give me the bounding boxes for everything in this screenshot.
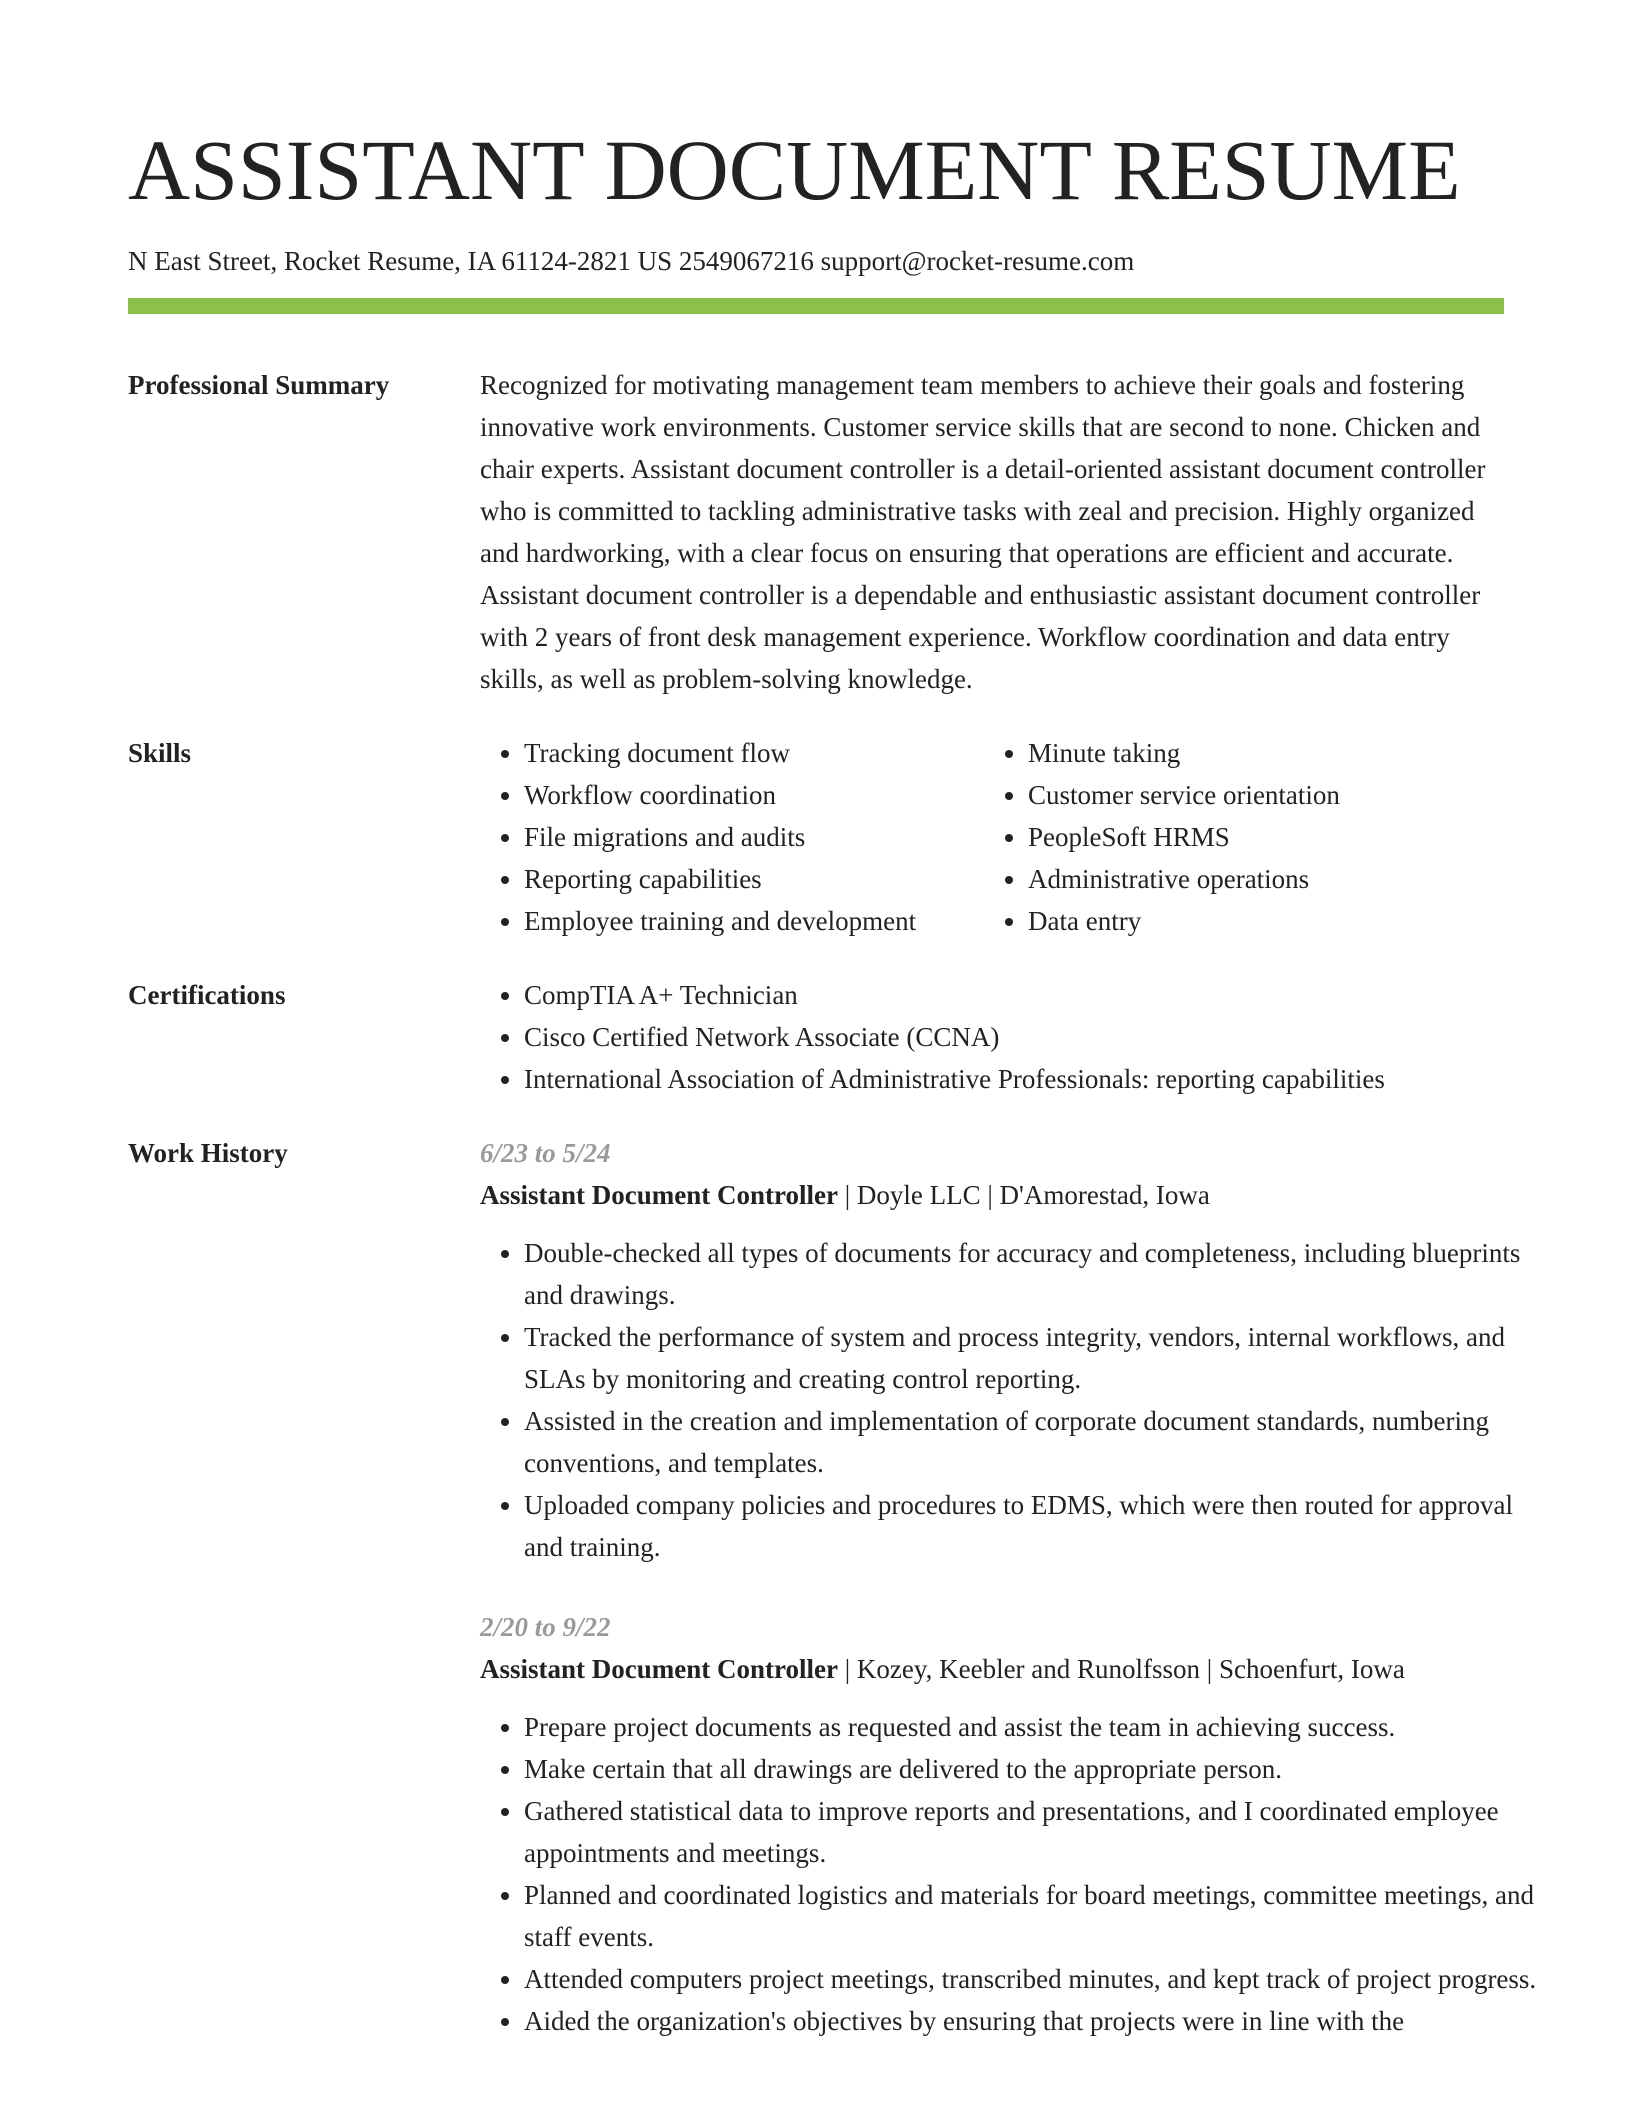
skill-item: • Reporting capabilities xyxy=(524,858,984,900)
job-bullet: • Planned and coordinated logistics and materials for board meetings, committee meetings, and staff events. xyxy=(524,1874,1548,1958)
job-dates: 2/20 to 9/22 xyxy=(480,1612,611,1642)
job-title: Assistant Document Controller xyxy=(480,1180,838,1210)
skill-item: • PeopleSoft HRMS xyxy=(1028,816,1548,858)
job-bullet: • Make certain that all drawings are delivered to the appropriate person. xyxy=(524,1748,1548,1790)
certifications-section xyxy=(128,974,1504,1100)
skill-item: • Data entry xyxy=(1028,900,1548,942)
skill-item: • Customer service orientation xyxy=(1028,774,1548,816)
skill-item: • Workflow coordination xyxy=(524,774,984,816)
resume-name: ASSISTANT DOCUMENT RESUME xyxy=(128,122,1461,218)
job-dates: 6/23 to 5/24 xyxy=(480,1138,611,1168)
skills-section xyxy=(128,732,1504,942)
skill-item: • Administrative operations xyxy=(1028,858,1548,900)
skills-list-left xyxy=(480,732,984,942)
job-title: Assistant Document Controller xyxy=(480,1654,838,1684)
job-bullet: • Double-checked all types of documents for accuracy and completeness, including blueprints and drawings. xyxy=(524,1232,1548,1316)
job-separator: | xyxy=(837,1180,857,1210)
job-entry xyxy=(480,1132,1548,1568)
job-bullet: • Assisted in the creation and implementation of corporate document standards, numbering conventions, and templates. xyxy=(524,1400,1548,1484)
job-company: Kozey, Keebler and Runolfsson xyxy=(856,1654,1201,1684)
job-company: Doyle LLC xyxy=(856,1180,981,1210)
section-title-certifications: Certifications xyxy=(128,980,286,1010)
job-heading xyxy=(480,1648,1548,1690)
job-bullet: • Prepare project documents as requested and assist the team in achieving success. xyxy=(524,1706,1548,1748)
section-title-work-history: Work History xyxy=(128,1138,288,1168)
job-separator: | xyxy=(980,1180,1000,1210)
section-title-skills: Skills xyxy=(128,738,192,768)
job-bullet: • Aided the organization's objectives by ensuring that projects were in line with the xyxy=(524,2000,1548,2042)
job-bullets xyxy=(480,1706,1548,2042)
skill-item: • File migrations and audits xyxy=(524,816,984,858)
job-entry xyxy=(480,1606,1548,2042)
job-heading xyxy=(480,1174,1548,1216)
certification-item: • Cisco Certified Network Associate (CCNA) xyxy=(524,1016,1504,1058)
certification-item: • CompTIA A+ Technician xyxy=(524,974,1504,1016)
job-location: D'Amorestad, Iowa xyxy=(999,1180,1210,1210)
contact-info: N East Street, Rocket Resume, IA 61124-2821 US 2549067216 support@rocket-resume.com xyxy=(128,246,1135,276)
skill-item: • Tracking document flow xyxy=(524,732,984,774)
job-separator: | xyxy=(837,1654,857,1684)
job-separator: | xyxy=(1200,1654,1219,1684)
job-bullet: • Attended computers project meetings, transcribed minutes, and kept track of project progress. xyxy=(524,1958,1548,2000)
certifications-list xyxy=(480,974,1504,1100)
certification-item: • International Association of Administrative Professionals: reporting capabilities xyxy=(524,1058,1504,1100)
skill-item: • Minute taking xyxy=(1028,732,1548,774)
job-bullet: • Gathered statistical data to improve reports and presentations, and I coordinated employee appointments and meetings. xyxy=(524,1790,1548,1874)
summary-text: Recognized for motivating management team members to achieve their goals and fostering innovative work environments. Customer service skills that are second to none. Chicken and chair experts. Assistant document controller is a detail-oriented assistant document controller who is committed to tackling administrative tasks with zeal and precision. Highly organized and hardworking, with a clear focus on ensuring that operations are efficient and accurate. Assistant document controller is a dependable and enthusiastic assistant document controller with 2 years of front desk management experience. Workflow coordination and data entry skills, as well as problem-solving knowledge. xyxy=(480,370,1486,694)
job-bullet: • Uploaded company policies and procedures to EDMS, which were then routed for approval and training. xyxy=(524,1484,1548,1568)
job-location: Schoenfurt, Iowa xyxy=(1218,1654,1405,1684)
job-bullet: • Tracked the performance of system and process integrity, vendors, internal workflows, and SLAs by monitoring and creating control reporting. xyxy=(524,1316,1548,1400)
skill-item: • Employee training and development xyxy=(524,900,984,942)
skills-list-right xyxy=(984,732,1548,942)
resume-page xyxy=(128,0,1537,2080)
work-history-section xyxy=(128,1132,1537,2080)
section-title-summary: Professional Summary xyxy=(128,370,390,400)
professional-summary-section xyxy=(128,364,1504,700)
job-bullets xyxy=(480,1232,1548,1568)
header-divider xyxy=(128,298,1504,314)
